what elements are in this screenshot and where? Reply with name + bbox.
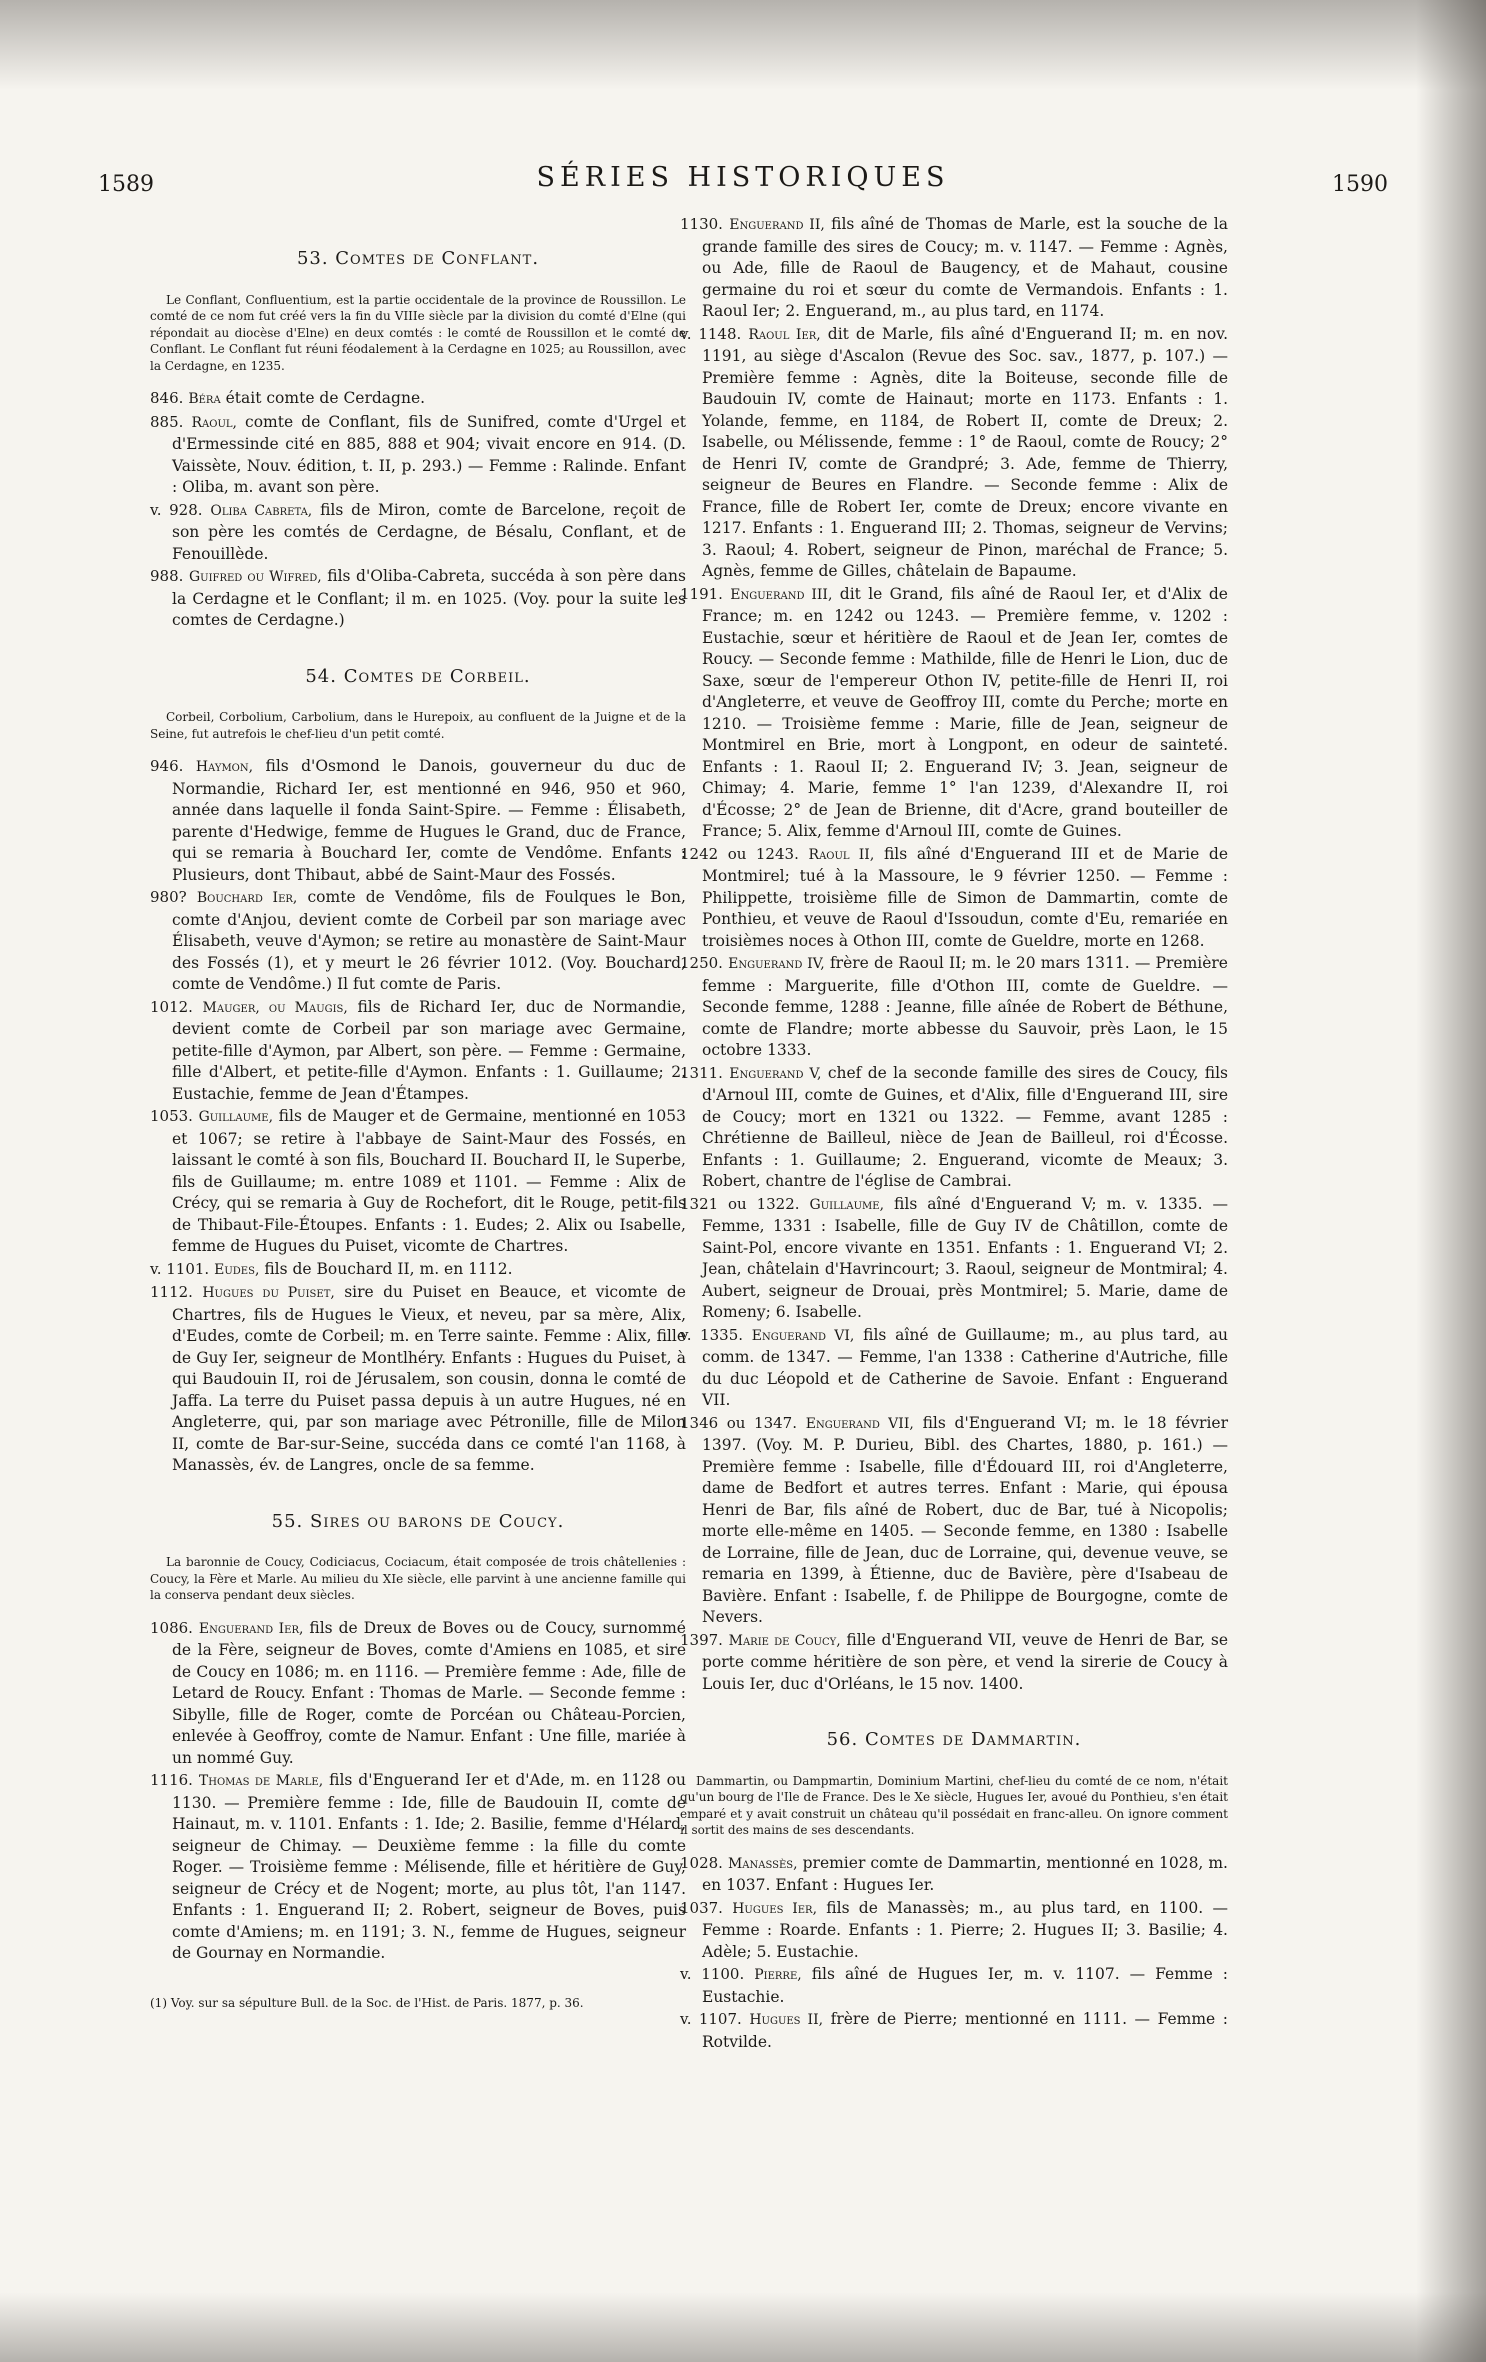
scan-shadow-bottom [0,2292,1486,2362]
section-title-56: 56. Comtes de Dammartin. [826,1729,1082,1750]
section-intro-56: Dammartin, ou Dampmartin, Dominium Martini, chef-lieu du comté de ce nom, n'était qu'un bourg de l'Ile de France. Des le Xe siècle, Hugues Ier, avoué du Ponthieu, s'en était emparé et y avait construit un château qu'il possédait en franc-alleu. On ignore comment il sortit des mains de ses descendants. [680,1773,1228,1837]
entry: v. 1335. Enguerand VI, fils aîné de Guillaume; m., au plus tard, au comm. de 1347. — Femme, l'an 1338 : Catherine d'Autriche, fille du duc Léopold et de Catherine de Savoie. Enfant : Enguerand VII. [680,1325,1228,1409]
section-title-54: 54. Comtes de Corbeil. [305,665,531,687]
section-intro-53: Le Conflant, Confluentium, est la partie occidentale de la province de Roussillon. Le comté de ce nom fut créé vers la fin du VIIIe siècle par la division du comté d'Elne (qui répondait au diocèse d'Elne) en deux comtés : le comté de Roussillon et le comté de Conflant. Le Conflant fut réuni féodalement à la Cerdagne en 1025; au Roussillon, avec la Cerdagne, en 1235. [150,292,686,373]
entries-56 [680,1853,1228,2054]
entry: 1397. Marie de Coucy, fille d'Enguerand VII, veuve de Henri de Bar, se porte comme héritière de son père, et vend la sirerie de Coucy à Louis Ier, duc d'Orléans, le 15 nov. 1400. [680,1630,1228,1693]
entry: v. 1101. Eudes, fils de Bouchard II, m. en 1112. [150,1259,513,1278]
entry: 1250. Enguerand IV, frère de Raoul II; m. le 20 mars 1311. — Première femme : Marguerite, fille d'Othon III, comte de Gueldre. — Seconde femme, 1288 : Jeanne, fille aînée de Robert de Béthune, comte de Flandre; morte abbesse du Sauvoir, près Laon, le 15 octobre 1333. [680,954,1228,1059]
entry: 1116. Thomas de Marle, fils d'Enguerand Ier et d'Ade, m. en 1128 ou 1130. — Première femme : Ide, fille de Baudouin II, comte de Hainaut, m. v. 1101. Enfants : 1. Ide; 2. Basilie, femme d'Hélard, seigneur de Chimay. — Deuxième femme : la fille du comte Roger. — Troisième femme : Mélisende, fille et héritière de Guy, seigneur de Crécy et de Nogent; morte, au plus tôt, l'an 1147. Enfants : 1. Enguerand II; 2. Robert, seigneur de Boves, puis comte d'Amiens; m. en 1191; 3. N., femme de Hugues, seigneur de Gournay en Normandie. [150,1771,686,1962]
entry: 980? Bouchard Ier, comte de Vendôme, fils de Foulques le Bon, comte d'Anjou, devient comte de Corbeil par son mariage avec Élisabeth, veuve d'Aymon; se retire au monastère de Saint-Maur des Fossés (1), et y meurt le 26 février 1012. (Voy. Bouchard, comte de Vendôme.) Il fut comte de Paris. [150,888,686,993]
entry: 846. Béra était comte de Cerdagne. [150,389,426,407]
entry: 1012. Mauger, ou Maugis, fils de Richard Ier, duc de Normandie, devient comte de Corbeil par son mariage avec Germaine, petite-fille d'Aymon, par Albert, son père. — Femme : Germaine, fille d'Albert, et petite-fille d'Aymon. Enfants : 1. Guillaume; 2. Eustachie, femme de Jean d'Étampes. [150,997,686,1103]
entry: 1311. Enguerand V, chef de la seconde famille des sires de Coucy, fils d'Arnoul III, comte de Guines, et d'Alix, fille d'Enguerand III, sire de Coucy; mort en 1321 ou 1322. — Femme, avant 1285 : Chrétienne de Bailleul, nièce de Jean de Bailleul, roi d'Écosse. Enfants : 1. Guillaume; 2. Enguerand, vicomte de Meaux; 3. Robert, chantre de l'église de Cambrai. [680,1063,1228,1190]
running-title: SÉRIES HISTORIQUES [536,162,950,193]
scan-shadow-top [0,0,1486,90]
section-title-55: 55. Sires ou barons de Coucy. [271,1510,565,1532]
entries-55-left [150,1618,686,1965]
footnote: (1) Voy. sur sa sépulture Bull. de la Soc. de l'Hist. de Paris. 1877, p. 36. [150,1995,584,2010]
left-column [150,210,686,2026]
section-intro-54: Corbeil, Corbolium, Carbolium, dans le Hurepoix, au confluent de la Juigne et de la Seine, fut autrefois le chef-lieu d'un petit comté. [150,710,686,741]
right-column [680,214,1228,2054]
entry: 1242 ou 1243. Raoul II, fils aîné d'Enguerand III et de Marie de Montmirel; tué à la Massoure, le 9 février 1250. — Femme : Philippette, troisième fille de Simon de Dammartin, comte de Ponthieu, et veuve de Raoul d'Issoudun, comte d'Eu, remariée en troisièmes noces à Othon III, comte de Gueldre, morte en 1268. [680,844,1229,950]
entries-53 [150,388,686,632]
entry: v. 928. Oliba Cabreta, fils de Miron, comte de Barcelone, reçoit de son père les comtés de Cerdagne, de Bésalu, Conflant, et de Fenouillède. [150,500,686,563]
entry: 1086. Enguerand Ier, fils de Dreux de Boves ou de Coucy, surnommé de la Fère, seigneur de Boves, comte d'Amiens en 1085, et sire de Coucy en 1086; m. en 1116. — Première femme : Ade, fille de Letard de Roucy. Enfant : Thomas de Marle. — Seconde femme : Sibylle, fille de Roger, comte de Porcéan ou Château-Porcien, enlevée à Geoffroy, comte de Namur. Enfant : Une fille, mariée à un nommé Guy. [150,1618,686,1767]
entry: 988. Guifred ou Wifred, fils d'Oliba-Cabreta, succéda à son père dans la Cerdagne et le Conflant; il m. en 1025. (Voy. pour la suite les comtes de Cerdagne.) [150,567,686,629]
entry: 1321 ou 1322. Guillaume, fils aîné d'Enguerand V; m. v. 1335. — Femme, 1331 : Isabelle, fille de Guy IV de Châtillon, comte de Saint-Pol, encore vivante en 1351. Enfants : 1. Enguerand VI; 2. Jean, châtelain d'Havrincourt; 3. Raoul, seigneur de Montmiral; 4. Aubert, seigneur de Drouai, près Montmirel; 5. Marie, dame de Romeny; 6. Isabelle. [680,1194,1229,1321]
entry: 1130. Enguerand II, fils aîné de Thomas de Marle, est la souche de la grande famille des sires de Coucy; m. v. 1147. — Femme : Agnès, ou Ade, fille de Raoul de Baugency, et de Mahaut, cousine germaine du roi et sœur du comte de Vermandois. Enfants : 1. Raoul Ier; 2. Enguerand, m., au plus tard, en 1174. [680,215,1229,320]
scan-shadow-right [1416,0,1486,2362]
entries-54 [150,756,686,1477]
section-title-53: 53. Comtes de Conflant. [296,248,540,269]
entry: v. 1107. Hugues II, frère de Pierre; mentionné en 1111. — Femme : Rotvilde. [680,2010,1228,2051]
entry: 1112. Hugues du Puiset, sire du Puiset en Beauce, et vicomte de Chartres, fils de Hugues le Vieux, et neveu, par sa mère, Alix, d'Eudes, comte de Corbeil; m. en Terre sainte. Femme : Alix, fille de Guy Ier, seigneur de Montlhéry. Enfants : Hugues du Puiset, à qui Baudouin II, roi de Jérusalem, son cousin, donna le comté de Jaffa. La terre du Puiset passa depuis à un autre Hugues, né en Angleterre, qui, par son mariage avec Pétronille, fille de Milon II, comte de Bar-sur-Seine, succéda dans ce comté l'an 1168, à Manassès, év. de Langres, oncle de sa femme. [150,1283,686,1474]
entry: 1028. Manassès, premier comte de Dammartin, mentionné en 1028, m. en 1037. Enfant : Hugues Ier. [680,1853,1228,1894]
section-intro-55: La baronnie de Coucy, Codiciacus, Cociacum, était composée de trois châtellenies : Coucy, la Fère et Marle. Au milieu du XIe siècle, elle parvint à une ancienne famille qui la conserva pendant deux siècles. [150,1555,686,1602]
entry: 1191. Enguerand III, dit le Grand, fils aîné de Raoul Ier, et d'Alix de France; m. en 1242 ou 1243. — Première femme, v. 1202 : Eustachie, sœur et héritière de Raoul et de Jean Ier, comtes de Roucy. — Seconde femme : Mathilde, fille de Henri le Lion, duc de Saxe, sœur de l'empereur Othon IV, petite-fille de Henri II, roi d'Angleterre, et veuve de Geoffroy III, comte du Perche; morte en 1210. — Troisième femme : Marie, fille de Jean, seigneur de Montmirel en Brie, mort à Longpont, en odeur de sainteté. Enfants : 1. Raoul II; 2. Enguerand IV; 3. Jean, seigneur de Chimay; 4. Marie, femme 1° l'an 1239, d'Alexandre II, roi d'Écosse; 2° de Jean de Brienne, dit d'Acre, grand bouteiller de France; 5. Alix, femme d'Arnoul III, comte de Guines. [680,584,1228,840]
entry: 1346 ou 1347. Enguerand VII, fils d'Enguerand VI; m. le 18 février 1397. (Voy. M. P. Durieu, Bibl. des Chartes, 1880, p. 161.) — Première femme : Isabelle, fille d'Édouard III, roi d'Angleterre, dame de Bedfort et autres terres. Enfant : Marie, qui épousa Henri de Bar, fils aîné de Robert, duc de Bar, tué à Nicopolis; morte elle-même en 1405. — Seconde femme, en 1380 : Isabelle de Lorraine, fille de Jean, duc de Lorraine, qui, devenue veuve, se remaria en 1399, à Étienne, duc de Bavière, père d'Isabeau de Bavière. Enfant : Isabelle, f. de Philippe de Bourgogne, comte de Nevers. [680,1413,1228,1626]
entry: 1037. Hugues Ier, fils de Manassès; m., au plus tard, en 1100. — Femme : Roarde. Enfants : 1. Pierre; 2. Hugues II; 3. Basilie; 4. Adèle; 5. Eustachie. [680,1898,1228,1961]
entries-55-right [680,214,1228,1695]
page-number-left: 1589 [98,172,154,197]
entry: v. 1100. Pierre, fils aîné de Hugues Ier, m. v. 1107. — Femme : Eustachie. [680,1965,1228,2006]
entry: 946. Haymon, fils d'Osmond le Danois, gouverneur du duc de Normandie, Richard Ier, est mentionné en 946, 950 et 960, année dans laquelle il fonda Saint-Spire. — Femme : Élisabeth, parente d'Hedwige, femme de Hugues le Grand, duc de France, qui se remaria à Bouchard Ier, comte de Vendôme. Enfants : Plusieurs, dont Thibaut, abbé de Saint-Maur des Fossés. [150,757,686,884]
page-number-right: 1590 [1332,172,1388,197]
entry: 885. Raoul, comte de Conflant, fils de Sunifred, comte d'Urgel et d'Ermessinde cité en 885, 888 et 904; vivait encore en 914. (D. Vaissète, Nouv. édition, t. II, p. 293.) — Femme : Ralinde. Enfant : Oliba, m. avant son père. [150,412,686,496]
entry: 1053. Guillaume, fils de Mauger et de Germaine, mentionné en 1053 et 1067; se retire à l'abbaye de Saint-Maur des Fossés, en laissant le comté à son fils, Bouchard II. Bouchard II, le Superbe, fils de Guillaume; m. entre 1089 et 1101. — Femme : Alix de Crécy, qui se remaria à Guy de Rochefort, dit le Rouge, petit-fils de Thibaut-File-Étoupes. Enfants : 1. Eudes; 2. Alix ou Isabelle, femme de Hugues du Puiset, vicomte de Chartres. [150,1107,686,1255]
entry: v. 1148. Raoul Ier, dit de Marle, fils aîné d'Enguerand II; m. en nov. 1191, au siège d'Ascalon (Revue des Soc. sav., 1877, p. 107.) — Première femme : Agnès, dite la Boiteuse, seconde fille de Baudouin IV, comte de Hainaut; morte en 1173. Enfants : 1. Yolande, femme, en 1184, de Robert II, comte de Dreux; 2. Isabelle, ou Mélissende, femme : 1° de Raoul, comte de Roucy; 2° de Henri IV, comte de Grandpré; 3. Ade, femme de Thierry, seigneur de Beures en Flandre. — Seconde femme : Alix de France, fille de Robert Ier, comte de Dreux; encore vivante en 1217. Enfants : 1. Enguerand III; 2. Thomas, seigneur de Vervins; 3. Raoul; 4. Robert, seigneur de Pinon, maréchal de France; 5. Agnès, femme de Gilles, châtelain de Bapaume. [680,324,1228,580]
